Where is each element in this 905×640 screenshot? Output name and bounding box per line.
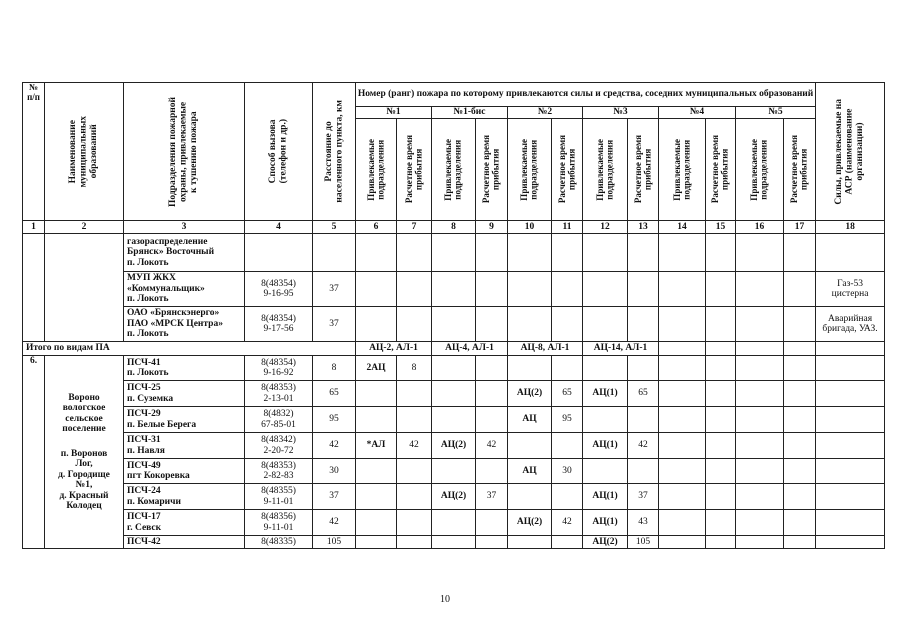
col-num: 18 <box>816 221 885 234</box>
value-cell: 105 <box>628 536 659 549</box>
sub-units-1: Привлекаемые подразделения <box>356 119 397 221</box>
value-cell <box>397 536 432 549</box>
col-num: 14 <box>659 221 706 234</box>
sub-units-5: Привлекаемые подразделения <box>736 119 784 221</box>
sub-units-2: Привлекаемые подразделения <box>508 119 552 221</box>
table-row <box>23 272 885 307</box>
value-cell <box>356 407 397 433</box>
row-number: 6. <box>23 356 45 549</box>
sub-time-4: Расчетное время прибытия <box>706 119 736 221</box>
value-cell: АЦ(2) <box>583 536 628 549</box>
value-cell <box>508 484 552 510</box>
value-cell <box>397 510 432 536</box>
value-cell <box>397 407 432 433</box>
value-cell <box>356 510 397 536</box>
value-cell <box>356 381 397 407</box>
total-rank-3: АЦ-14, АЛ-1 <box>583 342 659 356</box>
col-num: 4 <box>245 221 313 234</box>
value-cell <box>432 407 476 433</box>
value-cell <box>552 433 583 459</box>
col-num: 7 <box>397 221 432 234</box>
table-row <box>23 407 885 433</box>
table-row <box>23 356 885 381</box>
value-cell: 65 <box>628 381 659 407</box>
value-cell: АЦ(2) <box>508 381 552 407</box>
phone-cell: 8(48354) 9-16-95 <box>245 272 313 307</box>
total-rank-1-bis: АЦ-4, АЛ-1 <box>432 342 508 356</box>
header-units: Подразделения пожарной охраны, привлекаемые к тушению пожара <box>124 83 245 221</box>
phone-cell: 8(48353) 2-13-01 <box>245 381 313 407</box>
col-num: 11 <box>552 221 583 234</box>
value-cell: 8 <box>397 356 432 381</box>
value-cell: *АЛ <box>356 433 397 459</box>
asr-cell <box>816 234 885 272</box>
phone-cell: 8(48354) 9-17-56 <box>245 307 313 342</box>
sub-time-5: Расчетное время прибытия <box>784 119 816 221</box>
value-cell <box>356 536 397 549</box>
value-cell <box>552 356 583 381</box>
unit-cell: ОАО «Брянскэнерго» ПАО «МРСК Центра» п. Локоть <box>124 307 245 342</box>
value-cell <box>432 356 476 381</box>
table-row <box>23 536 885 549</box>
phone-cell <box>245 234 313 272</box>
value-cell <box>476 356 508 381</box>
table-row <box>23 510 885 536</box>
value-cell <box>583 459 628 484</box>
col-num: 17 <box>784 221 816 234</box>
col-num: 8 <box>432 221 476 234</box>
value-cell: АЦ(1) <box>583 381 628 407</box>
col-num: 5 <box>313 221 356 234</box>
totals-row <box>23 342 885 356</box>
value-cell <box>476 381 508 407</box>
distance-cell: 95 <box>313 407 356 433</box>
distance-cell: 42 <box>313 510 356 536</box>
value-cell: АЦ <box>508 459 552 484</box>
sub-units-3: Привлекаемые подразделения <box>583 119 628 221</box>
rank-5: №5 <box>736 107 816 119</box>
value-cell <box>397 381 432 407</box>
col-num: 16 <box>736 221 784 234</box>
table-row <box>23 381 885 407</box>
sub-units-4: Привлекаемые подразделения <box>659 119 706 221</box>
value-cell <box>397 459 432 484</box>
table-row <box>23 433 885 459</box>
distance-cell: 42 <box>313 433 356 459</box>
value-cell: 37 <box>476 484 508 510</box>
col-num: 6 <box>356 221 397 234</box>
value-cell <box>508 433 552 459</box>
value-cell: 42 <box>476 433 508 459</box>
value-cell: 42 <box>628 433 659 459</box>
col-num: 13 <box>628 221 659 234</box>
total-rank-1: АЦ-2, АЛ-1 <box>356 342 432 356</box>
distance-cell <box>313 234 356 272</box>
distance-cell: 8 <box>313 356 356 381</box>
table-row <box>23 307 885 342</box>
phone-cell: 8(48335) <box>245 536 313 549</box>
col-num: 9 <box>476 221 508 234</box>
phone-cell: 8(48354) 9-16-92 <box>245 356 313 381</box>
unit-cell: ПСЧ-31 п. Навля <box>124 433 245 459</box>
value-cell: АЦ(1) <box>583 484 628 510</box>
value-cell: 37 <box>628 484 659 510</box>
value-cell: 30 <box>552 459 583 484</box>
phone-cell: 8(48353) 2-82-83 <box>245 459 313 484</box>
asr-cell: Аварийная бригада, УАЗ. <box>816 307 885 342</box>
col-num: 10 <box>508 221 552 234</box>
phone-cell: 8(48356) 9-11-01 <box>245 510 313 536</box>
municipality-places: п. Воронов Лог, д. Городище №1, д. Красный Колодец <box>58 448 110 511</box>
value-cell: АЦ <box>508 407 552 433</box>
distance-cell: 30 <box>313 459 356 484</box>
fire-resources-table <box>22 82 885 549</box>
rank-1: №1 <box>356 107 432 119</box>
value-cell: 95 <box>552 407 583 433</box>
value-cell <box>508 536 552 549</box>
phone-cell: 8(48355) 9-11-01 <box>245 484 313 510</box>
value-cell <box>583 356 628 381</box>
value-cell <box>432 381 476 407</box>
header-group: Номер (ранг) пожара по которому привлекаются силы и средства, соседних муниципальных образований <box>356 83 816 107</box>
value-cell: 2АЦ <box>356 356 397 381</box>
header-municipality: Наименование муниципальных образований <box>45 83 124 221</box>
col-num: 1 <box>23 221 45 234</box>
unit-cell: ПСЧ-24 п. Комаричи <box>124 484 245 510</box>
totals-label: Итого по видам ПА <box>23 342 356 356</box>
header-distance: Расстояние до населенного пункта, км <box>313 83 356 221</box>
distance-cell: 105 <box>313 536 356 549</box>
sub-time-1bis: Расчетное время прибытия <box>476 119 508 221</box>
value-cell <box>432 459 476 484</box>
sub-units-1bis: Привлекаемые подразделения <box>432 119 476 221</box>
unit-cell: ПСЧ-49 пгт Кокоревка <box>124 459 245 484</box>
value-cell <box>476 459 508 484</box>
distance-cell: 37 <box>313 307 356 342</box>
value-cell <box>356 459 397 484</box>
table-row <box>23 484 885 510</box>
phone-cell: 8(4832) 67-85-01 <box>245 407 313 433</box>
col-num: 12 <box>583 221 628 234</box>
table-row <box>23 459 885 484</box>
value-cell <box>356 484 397 510</box>
col-num: 2 <box>45 221 124 234</box>
phone-cell: 8(48342) 2-20-72 <box>245 433 313 459</box>
unit-cell: ПСЧ-41 п. Локоть <box>124 356 245 381</box>
page-number: 10 <box>440 594 450 605</box>
rank-1-bis: №1-бис <box>432 107 508 119</box>
value-cell <box>583 407 628 433</box>
unit-cell: ПСЧ-25 п. Суземка <box>124 381 245 407</box>
value-cell <box>552 484 583 510</box>
value-cell <box>476 510 508 536</box>
value-cell: 42 <box>552 510 583 536</box>
unit-cell: ПСЧ-17 г. Севск <box>124 510 245 536</box>
rank-4: №4 <box>659 107 736 119</box>
value-cell <box>628 459 659 484</box>
header-asr: Силы, привлекаемые на АСР (наименование организации) <box>816 83 885 221</box>
value-cell: 42 <box>397 433 432 459</box>
unit-cell: ПСЧ-29 п. Белые Берега <box>124 407 245 433</box>
value-cell <box>628 407 659 433</box>
column-numbers-row <box>23 221 885 234</box>
value-cell <box>476 407 508 433</box>
col-num: 3 <box>124 221 245 234</box>
value-cell: АЦ(2) <box>432 433 476 459</box>
value-cell: АЦ(1) <box>583 433 628 459</box>
value-cell <box>432 536 476 549</box>
rank-2: №2 <box>508 107 583 119</box>
sub-time-2: Расчетное время прибытия <box>552 119 583 221</box>
distance-cell: 37 <box>313 272 356 307</box>
value-cell <box>628 356 659 381</box>
asr-cell: Газ-53 цистерна <box>816 272 885 307</box>
value-cell: 43 <box>628 510 659 536</box>
value-cell: АЦ(2) <box>508 510 552 536</box>
value-cell: АЦ(2) <box>432 484 476 510</box>
total-rank-2: АЦ-8, АЛ-1 <box>508 342 583 356</box>
col-num: 15 <box>706 221 736 234</box>
value-cell <box>508 356 552 381</box>
header-call-method: Способ вызова (телефон и др.) <box>245 83 313 221</box>
value-cell <box>476 536 508 549</box>
sub-time-1: Расчетное время прибытия <box>397 119 432 221</box>
sub-time-3: Расчетное время прибытия <box>628 119 659 221</box>
header-no: № п/п <box>23 83 45 221</box>
distance-cell: 65 <box>313 381 356 407</box>
value-cell: 65 <box>552 381 583 407</box>
municipality-name: Вороно вологское сельское поселение <box>62 392 106 434</box>
rank-3: №3 <box>583 107 659 119</box>
table-row <box>23 234 885 272</box>
unit-cell: газораспределение Брянск» Восточный п. Локоть <box>124 234 245 272</box>
value-cell <box>432 510 476 536</box>
unit-cell: МУП ЖКХ «Коммунальщик» п. Локоть <box>124 272 245 307</box>
value-cell: АЦ(1) <box>583 510 628 536</box>
value-cell <box>397 484 432 510</box>
value-cell <box>552 536 583 549</box>
unit-cell: ПСЧ-42 <box>124 536 245 549</box>
municipality-cell <box>45 356 124 549</box>
distance-cell: 37 <box>313 484 356 510</box>
